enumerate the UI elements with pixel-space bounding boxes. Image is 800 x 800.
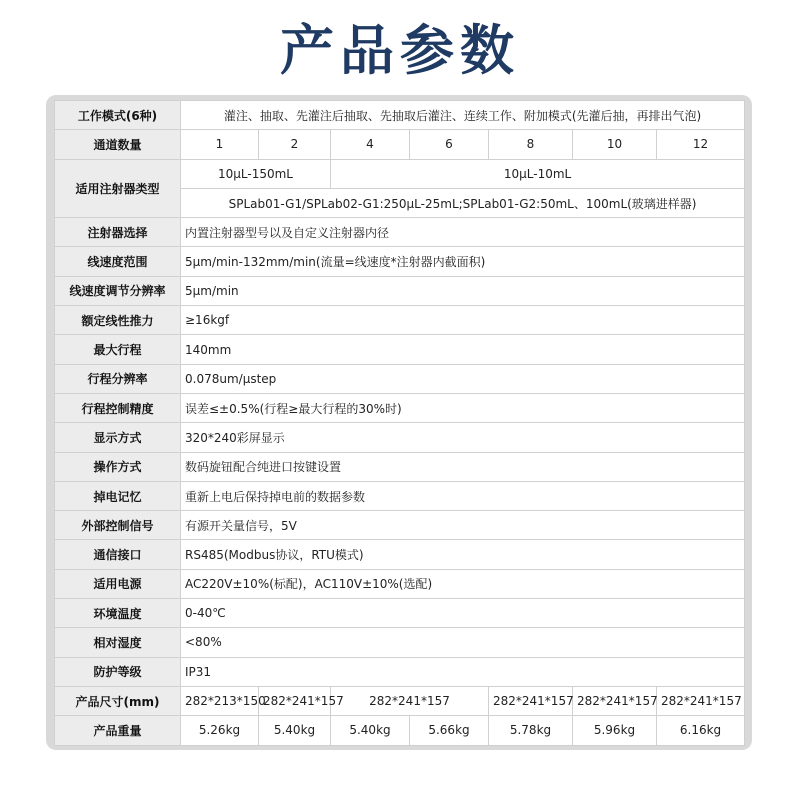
size-cell: 282*241*157 [573,686,657,715]
table-row [55,452,745,481]
row-value: 有源开关量信号，5V [181,511,745,540]
size-cell: 282*241*157 [657,686,745,715]
row-label: 注射器选择 [55,218,181,247]
size-cell: 282*213*150 [181,686,259,715]
row-value: 0.078um/μstep [181,364,745,393]
row-value: IP31 [181,657,745,686]
row-label: 行程分辨率 [55,364,181,393]
row-value: 320*240彩屏显示 [181,423,745,452]
row-value: 重新上电后保持掉电前的数据参数 [181,481,745,510]
row-label: 掉电记忆 [55,481,181,510]
row-label: 额定线性推力 [55,306,181,335]
row-value: 5μm/min-132mm/min(流量=线速度*注射器内截面积) [181,247,745,276]
row-label: 相对湿度 [55,628,181,657]
row-value: 0-40℃ [181,599,745,628]
size-cell: 282*241*157 [331,686,489,715]
row-label: 环境温度 [55,599,181,628]
row-label: 最大行程 [55,335,181,364]
table-row [55,306,745,335]
syringe-models: SPLab01-G1/SPLab02-G1:250μL-25mL;SPLab01-G2:50mL、100mL(玻璃进样器) [181,188,745,217]
weight-cell: 5.66kg [410,716,489,745]
table-row [55,218,745,247]
row-label: 线速度范围 [55,247,181,276]
table-row-channels [55,130,745,159]
row-value: 数码旋钮配合纯进口按键设置 [181,452,745,481]
channel-cell: 12 [657,130,745,159]
row-label: 通信接口 [55,540,181,569]
row-label: 通道数量 [55,130,181,159]
row-value: 内置注射器型号以及自定义注射器内径 [181,218,745,247]
row-value: <80% [181,628,745,657]
table-row [55,423,745,452]
row-label: 外部控制信号 [55,511,181,540]
row-value: RS485(Modbus协议，RTU模式) [181,540,745,569]
channel-cell: 2 [259,130,331,159]
page-title: 产品参数 [280,19,520,82]
table-row [55,511,745,540]
weight-cell: 5.96kg [573,716,657,745]
row-label: 工作模式(6种) [55,101,181,130]
table-row-syringe-range [55,159,745,188]
weight-cell: 5.78kg [489,716,573,745]
row-value: 灌注、抽取、先灌注后抽取、先抽取后灌注、连续工作、附加模式(先灌后抽，再排出气泡) [181,101,745,130]
table-row-work-mode [55,101,745,130]
row-label: 产品尺寸(mm) [55,686,181,715]
size-cell: 282*241*157 [259,686,331,715]
channel-cell: 10 [573,130,657,159]
table-row [55,628,745,657]
spec-table [54,100,745,746]
row-value: 140mm [181,335,745,364]
row-value: 5μm/min [181,276,745,305]
syringe-range-b: 10μL-10mL [331,159,745,188]
row-label: 操作方式 [55,452,181,481]
size-cell: 282*241*157 [489,686,573,715]
row-label: 行程控制精度 [55,393,181,422]
table-row [55,599,745,628]
weight-cell: 5.26kg [181,716,259,745]
row-value: ≥16kgf [181,306,745,335]
table-row [55,481,745,510]
channel-cell: 8 [489,130,573,159]
row-label: 产品重量 [55,716,181,745]
weight-cell: 6.16kg [657,716,745,745]
table-row [55,393,745,422]
channel-cell: 6 [410,130,489,159]
syringe-range-a: 10μL-150mL [181,159,331,188]
row-label: 适用注射器类型 [55,159,181,218]
table-row-weight [55,716,745,745]
channel-cell: 4 [331,130,410,159]
row-value: AC220V±10%(标配)，AC110V±10%(选配) [181,569,745,598]
table-row [55,247,745,276]
row-label: 适用电源 [55,569,181,598]
weight-cell: 5.40kg [259,716,331,745]
table-row [55,657,745,686]
row-label: 防护等级 [55,657,181,686]
weight-cell: 5.40kg [331,716,410,745]
channel-cell: 1 [181,130,259,159]
table-row [55,364,745,393]
table-row [55,276,745,305]
row-label: 显示方式 [55,423,181,452]
table-row [55,540,745,569]
row-label: 线速度调节分辨率 [55,276,181,305]
table-row [55,569,745,598]
row-value: 误差≤±0.5%(行程≥最大行程的30%时) [181,393,745,422]
table-row-size [55,686,745,715]
table-row [55,335,745,364]
